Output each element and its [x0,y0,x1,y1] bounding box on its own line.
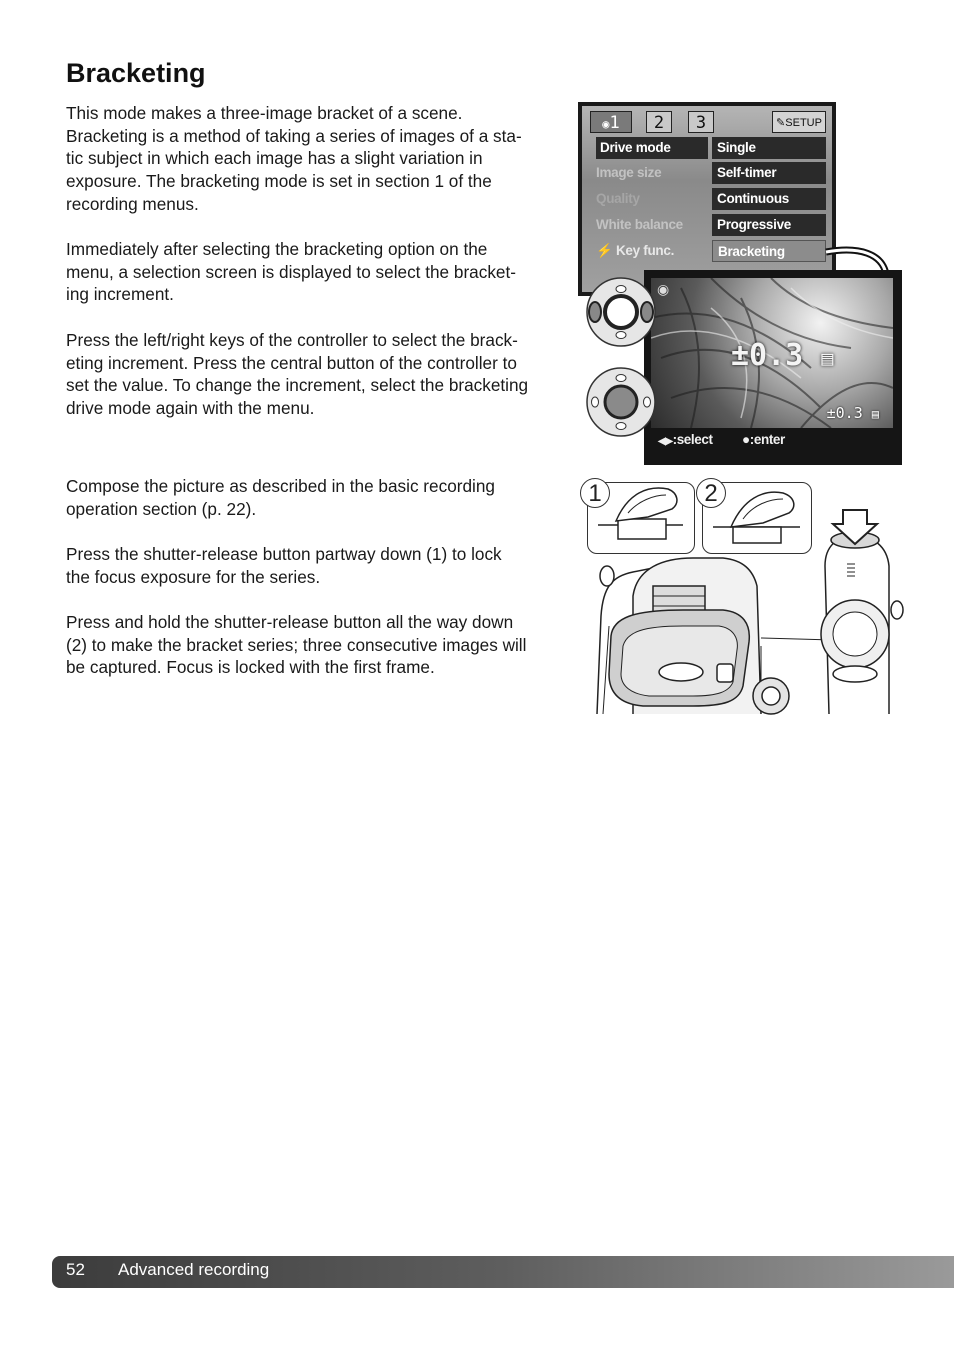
section-name: Advanced recording [118,1260,270,1279]
fullpress-paragraph: Press and hold the shutter-release button all the way down (2) to make the bracket series; three consecutive images will be captured. Focus is locked with the first frame. [66,612,527,678]
enter-hint-label: :enter [749,432,785,447]
increment-large [731,338,833,373]
option-single[interactable]: Single [712,137,826,159]
increment-small-value: ±0.3 [826,404,863,422]
select-hint [658,432,713,447]
step-1-label: 1 [580,478,610,508]
option-self-timer[interactable]: Self-timer [712,162,826,184]
option-continuous[interactable]: Continuous [712,188,826,210]
controller-paragraph: Press the left/right keys of the controller to select the brack- eting increment. Press the central button of the controller to set the value. To change the increment, select the bracketing drive mode again with the menu. [66,330,529,419]
page-title: Bracketing [66,58,206,88]
intro-paragraph: This mode makes a three-image bracket of a scene. Bracketing is a method of taking a series of images of a sta- tic subject in which each image has a slight variation in exposure. The bracketing mode is set in section 1 of the recording menus. [66,103,522,214]
tab-3[interactable]: 3 [688,111,714,133]
page-number: 52 [66,1260,85,1279]
menu-item-key-func[interactable] [596,240,674,262]
menu-item-white-balance[interactable]: White balance [596,217,683,232]
controller-center-icon [585,366,657,438]
increment-large-value: ±0.3 [731,338,804,373]
option-progressive[interactable]: Progressive [712,214,826,236]
enter-hint [742,432,785,447]
controller-left-right-icon [585,276,657,348]
page-footer [52,1256,954,1288]
selection-paragraph: Immediately after selecting the bracketing option on the menu, a selection screen is displayed to select the bracket- ing increment. [66,239,516,305]
bracket-increment-screen [644,270,902,465]
setup-label: SETUP [785,117,822,129]
compose-paragraph: Compose the picture as described in the basic recording operation section (p. 22). [66,476,495,519]
bracket-icon: ▤ [821,346,834,370]
recording-menu-screen [578,102,836,296]
palm-leaves-photo [651,278,893,428]
step-2-label: 2 [696,478,726,508]
increment-small [827,404,879,422]
tab-1-label: 1 [609,113,620,133]
tab-setup[interactable] [772,111,826,133]
tab-1[interactable] [590,111,632,133]
camera-mode-icon: ◉ [657,281,670,297]
partway-paragraph: Press the shutter-release button partway down (1) to lock the focus exposure for the series. [66,544,502,587]
wrench-icon: ✎ [776,117,786,129]
menu-item-image-size[interactable]: Image size [596,165,662,180]
left-right-arrows-icon: ◀▶ [658,436,673,447]
menu-item-drive-mode[interactable]: Drive mode [596,137,708,159]
tab-2[interactable]: 2 [646,111,672,133]
menu-panel [582,106,832,292]
center-button-icon: ● [742,432,750,447]
menu-item-quality[interactable]: Quality [596,191,640,206]
camera-body-illustration [593,506,908,716]
camera-icon: ◉ [602,117,610,131]
bracket-small-icon: ▤ [871,407,879,421]
flash-icon: ⚡ [596,243,613,258]
select-hint-label: :select [672,432,713,447]
option-bracketing[interactable]: Bracketing [712,240,826,262]
key-func-label: Key func. [615,243,675,258]
